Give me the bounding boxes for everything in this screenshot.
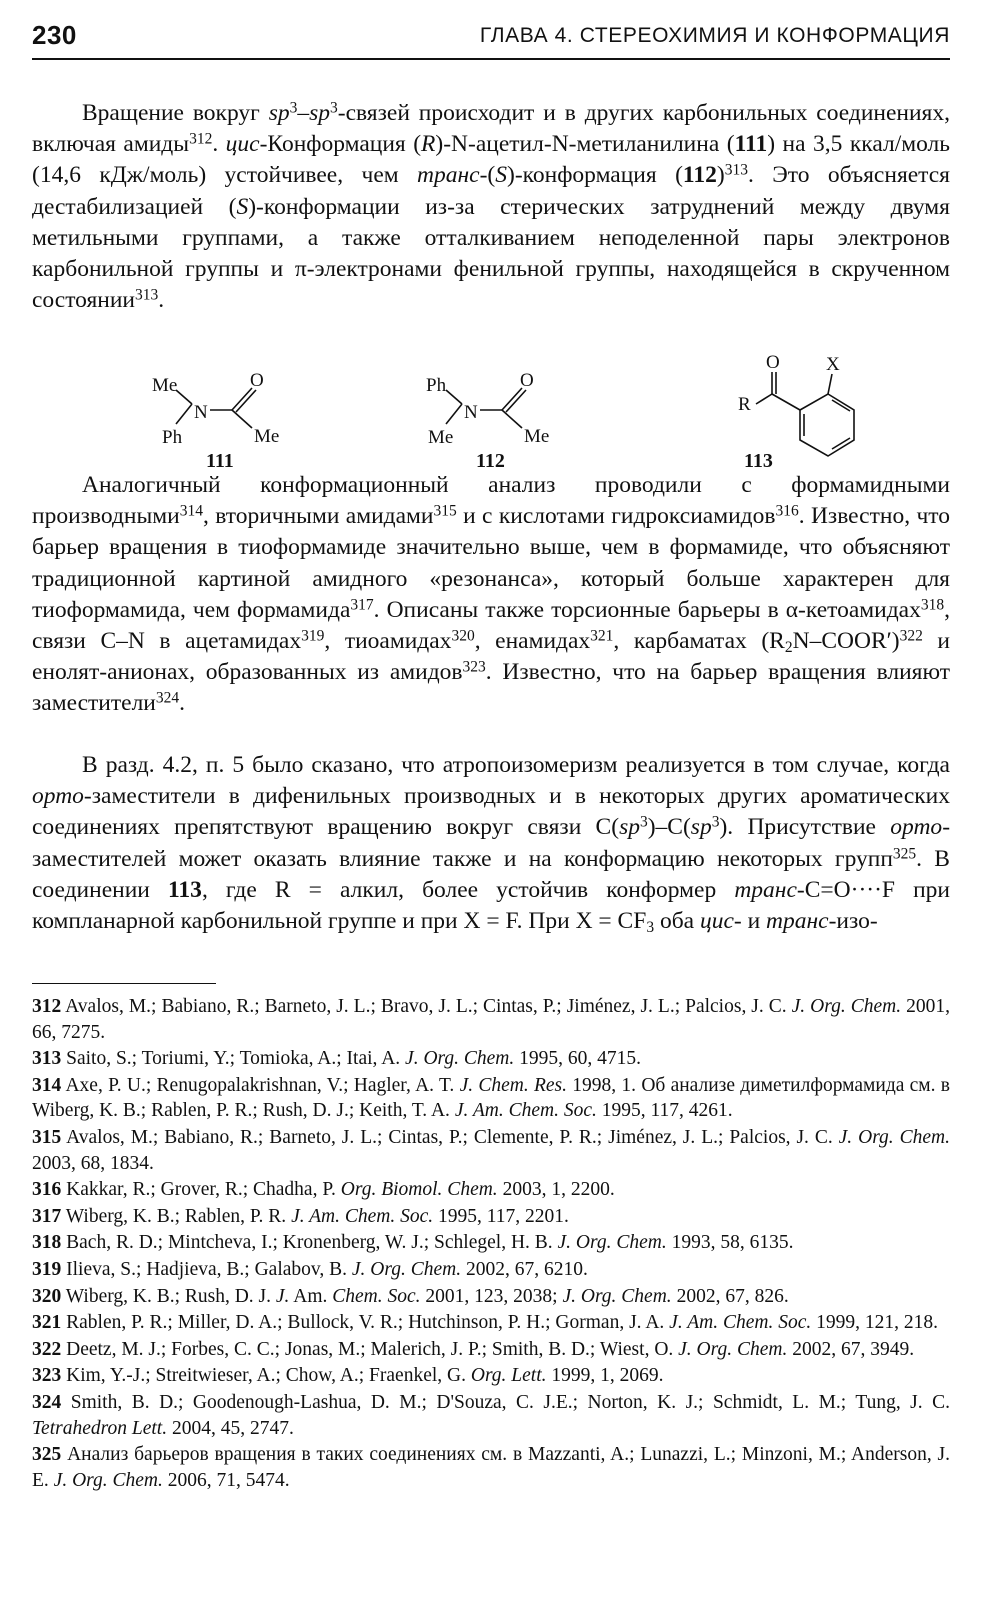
running-header bbox=[32, 18, 950, 60]
svg-text:Me: Me bbox=[152, 375, 178, 396]
svg-text:R: R bbox=[738, 394, 751, 415]
paragraph-2: Аналогичный конформационный анализ проводили с формамидными производными$^{314}$, вторичными амидами$^{315}$ и с кислотами гидроксиамидов$^{316}$. Известно, что барьер вращения в тиоформамиде значительно выше, чем в формамиде, что объясняют традиционной картиной амидного «резонанса», который больше характерен для тиоформамида, чем формамида$^{317}$. Описаны также торсионные барьеры в α-кетоамидах$^{318}$, связи C–N в ацетамидах$^{319}$, тиоамидах$^{320}$, енамидах$^{321}$, карбаматах $(R_2N-COOR')^{322}$ и енолят-анионах, образованных из амидов$^{323}$. Известно, что на барьер вращения влияют заместители$^{324}$. bbox=[32, 472, 950, 717]
ref-312: 312 bbox=[189, 130, 213, 148]
page-number: 230 bbox=[32, 20, 77, 50]
footnote-318: 318 Bach, R. D.; Mintcheva, I.; Kronenberg, W. J.; Schlegel, H. B. J. Org. Chem. 1993, 58, 6135. bbox=[32, 1232, 794, 1254]
footnote-number: 312 bbox=[32, 996, 62, 1017]
footnote-321: 321 Rablen, P. R.; Miller, D. A.; Bullock, V. R.; Hutchinson, P. H.; Gorman, J. A. J. Am. Chem. Soc. 1999, 121, 218. bbox=[32, 1312, 938, 1334]
footnote-number: 320 bbox=[32, 1285, 62, 1307]
footnote-number: 318 bbox=[32, 1232, 62, 1254]
compound-number-111: 111 bbox=[206, 450, 234, 472]
paragraph-1: Вращение вокруг $sp^3-sp^3$-связей происходит и в других карбонильных соединениях, включая амиды$^{312}$. цис-Конформация (R)-N-ацетил-N-метиланилина (111) на 3,5 ккал/моль (14,6 кДж/моль) устойчивее, чем транс-(S)-конформация $(112)^{313}$. Это объясняется дестабилизацией (S)-конформации из-за стерических затруднений между двумя метильными группами, а также отталкиванием неподеленной пары электронов карбонильной группы и π-электронами фенильной группы, находящейся в скрученном состоянии$^{313}$. bbox=[32, 99, 950, 314]
running-title: ГЛАВА 4. СТЕРЕОХИМИЯ И КОНФОРМАЦИЯ bbox=[479, 24, 950, 47]
paragraph-3: В разд. 4.2, п. 5 было сказано, что атропоизомеризм реализуется в том случае, когда орто-заместители в дифенильных производных и в некоторых других ароматических соединениях препятствуют вращению вокруг связи $C(sp^3)-C(sp^3)$. Присутствие орто-заместителей может оказать влияние также и на конформацию некоторых групп$^{325}$. В соединении 113, где R = алкил, более устойчив конформер транс-C=O····F при компланарной карбонильной группе и при X = F. При $X = CF_3$ оба цис- и транс-изо- bbox=[32, 752, 951, 936]
footnote-number: 321 bbox=[32, 1312, 62, 1334]
svg-text:X: X bbox=[826, 354, 840, 375]
footnote-number: 323 bbox=[32, 1365, 62, 1387]
svg-text:Ph: Ph bbox=[162, 427, 183, 448]
footnote-number: 322 bbox=[32, 1338, 62, 1360]
footnote-320: 320 Wiberg, K. B.; Rush, D. J. J. Am. Chem. Soc. 2001, 123, 2038; J. Org. Chem. 2002, 67, 826. bbox=[32, 1285, 789, 1307]
svg-text:O: O bbox=[766, 352, 780, 373]
structure-113 bbox=[692, 348, 892, 474]
footnotes bbox=[32, 994, 950, 1494]
svg-text:Me: Me bbox=[254, 426, 280, 447]
footnote-317: 317 Wiberg, K. B.; Rablen, P. R. J. Am. Chem. Soc. 1995, 117, 2201. bbox=[32, 1205, 569, 1227]
footnote-324: 324 Smith, B. D.; Goodenough-Lashua, D. M.; D'Souza, C. J.E.; Norton, K. J.; Schmidt, L. M.; Tung, J. C. Tetrahedron Lett. 2004, 45, 2747. bbox=[32, 1391, 951, 1439]
ref-313: 313 bbox=[135, 286, 159, 304]
footnote-number: 315 bbox=[32, 1126, 62, 1148]
footnote-314: 314 Axe, P. U.; Renugopalakrishnan, V.; Hagler, A. T. J. Chem. Res. 1998, 1. Об анализе диметилформамида см. в Wiberg, K. B.; Rablen, P. R.; Rush, D. J.; Keith, T. A. J. Am. Chem. Soc. 1995, 117, 4261. bbox=[32, 1074, 950, 1122]
footnote-number: 316 bbox=[32, 1179, 62, 1201]
compound-number-112: 112 bbox=[476, 450, 505, 472]
footnote-323: 323 Kim, Y.-J.; Streitwieser, A.; Chow, A.; Fraenkel, G. Org. Lett. 1999, 1, 2069. bbox=[32, 1365, 664, 1387]
svg-text:N: N bbox=[194, 402, 208, 423]
svg-text:Me: Me bbox=[428, 427, 454, 448]
compound-number-113: 113 bbox=[744, 450, 773, 472]
svg-text:N: N bbox=[464, 402, 478, 423]
svg-text:Me: Me bbox=[524, 426, 550, 447]
footnote-315: 315 Avalos, M.; Babiano, R.; Barneto, J. L.; Cintas, P.; Clemente, P. R.; Jiménez, J. L.; Palcios, J. C. J. Org. Chem. 2003, 68, 1834. bbox=[32, 1126, 950, 1174]
svg-text:O: O bbox=[520, 370, 534, 391]
footnote-325: 325 Анализ барьеров вращения в таких соединениях см. в Mazzanti, A.; Lunazzi, L.; Minzoni, M.; Anderson, J. E. J. Org. Chem. 2006, 71, 5474. bbox=[32, 1444, 950, 1491]
footnote-312: 312 Avalos, M.; Babiano, R.; Barneto, J. L.; Bravo, J. L.; Cintas, P.; Jiménez, J. L.; Palcios, J. C. J. Org. Chem. 2001, 66, 7275. bbox=[32, 996, 950, 1043]
svg-text:O: O bbox=[250, 370, 264, 391]
footnote-number: 319 bbox=[32, 1258, 62, 1280]
chemical-structures bbox=[132, 348, 892, 474]
footnote-322: 322 Deetz, M. J.; Forbes, C. C.; Jonas, M.; Malerich, J. P.; Smith, B. D.; Wiest, O. J. Org. Chem. 2002, 67, 3949. bbox=[32, 1338, 915, 1360]
footnote-number: 314 bbox=[32, 1074, 62, 1096]
svg-text:Ph: Ph bbox=[426, 375, 447, 396]
structure-112 bbox=[402, 348, 562, 474]
footnote-number: 313 bbox=[32, 1048, 62, 1070]
footnote-number: 325 bbox=[32, 1444, 62, 1466]
footnote-313: 313 Saito, S.; Toriumi, Y.; Tomioka, A.; Itai, A. J. Org. Chem. 1995, 60, 4715. bbox=[32, 1048, 642, 1070]
footnote-rule bbox=[32, 983, 216, 984]
page bbox=[32, 18, 951, 1491]
footnote-number: 317 bbox=[32, 1205, 62, 1227]
footnote-number: 324 bbox=[32, 1391, 62, 1413]
footnote-319: 319 Ilieva, S.; Hadjieva, B.; Galabov, B. J. Org. Chem. 2002, 67, 6210. bbox=[32, 1258, 588, 1280]
footnote-316: 316 Kakkar, R.; Grover, R.; Chadha, P. Org. Biomol. Chem. 2003, 1, 2200. bbox=[32, 1179, 615, 1201]
ref-313: 313 bbox=[724, 161, 748, 179]
structure-111 bbox=[132, 348, 292, 474]
